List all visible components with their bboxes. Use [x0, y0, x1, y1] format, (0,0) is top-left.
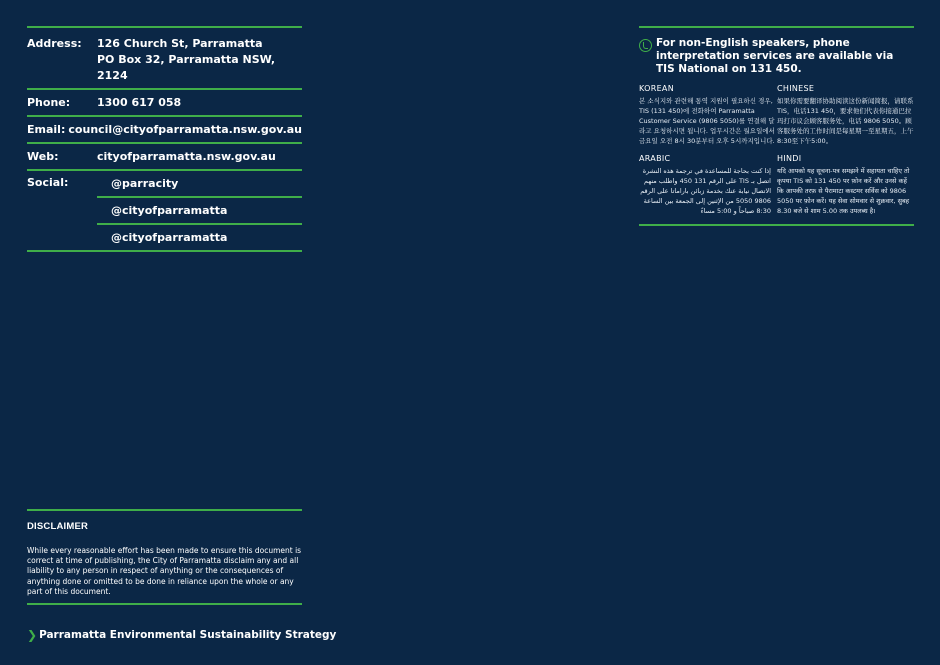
phone-value[interactable]: 1300 617 058: [97, 96, 182, 109]
address-row: [27, 28, 302, 88]
address-label: Address:: [27, 37, 82, 50]
language-block-korean: [639, 84, 777, 146]
web-row: [27, 144, 302, 169]
web-link[interactable]: cityofparramatta.nsw.gov.au: [97, 150, 276, 163]
divider: [27, 603, 302, 605]
social-label: Social:: [27, 176, 69, 189]
address-line-1: 126 Church St, Parramatta: [97, 37, 263, 50]
email-label: Email:: [27, 123, 66, 136]
disclaimer-section: [27, 509, 302, 605]
email-link[interactable]: council@cityofparramatta.nsw.gov.au: [68, 123, 302, 136]
disclaimer-text: While every reasonable effort has been made to ensure this document is correct at time of publishing, the City of Parramatta disclaim any and all liability to any person in respect of anything or the consequences of anything done or omitted to be done in reliance upon the whole or any part of this document.: [27, 546, 302, 596]
language-block-hindi: [777, 154, 914, 216]
divider: [27, 250, 302, 252]
divider: [27, 509, 302, 511]
language-text: إذا كنت بحاجة للمساعدة في ترجمة هذه النشرة اتصل بـ TIS على الرقم 131 450 واطلب منهم الاتصال نيابة عنك بخدمة زبائن باراماتا على الرقم 9806 5050 من الإثنين إلى الجمعة بين الساعة 8:30 صباحاً و 5:00 مساءً: [640, 167, 771, 215]
language-text: 如果你需要翻译协助阅读这份新闻简报，请联系 TIS，电话131 450，要求他们代表你接通巴拉玛打市议会顾客服务处，电话 9806 5050。顾客服务处的工作时间是每星期一至星期五，上午8:30至下午5:00。: [777, 97, 914, 145]
language-text: यदि आपको यह सूचना-पत्र समझने में सहायता चाहिए तो कृपया TIS को 131 450 पर फ़ोन करें और उनसे कहें कि आपकी तरफ़ से पैरामाटा कस्टमर सर्विस को 9806 5050 पर फ़ोन करें। यह सेवा सोमवार से शुक्रवार, सुबह 8.30 बजे से शाम 5.00 तक उपलब्ध है।: [777, 167, 910, 215]
web-label: Web:: [27, 150, 59, 163]
language-block-arabic: [639, 154, 777, 216]
language-name: KOREAN: [639, 84, 674, 93]
social-handle-parracity[interactable]: @parracity: [111, 177, 179, 190]
language-grid: [639, 84, 914, 216]
tis-number[interactable]: 131 450: [750, 63, 798, 75]
interpretation-heading: [639, 28, 914, 76]
language-name: HINDI: [777, 154, 802, 163]
social-handle-cityofparramatta[interactable]: @cityofparramatta: [111, 231, 228, 244]
interpretation-title: For non-English speakers, phone interpretation services are available via TIS National on 131 450.: [656, 37, 894, 75]
language-text: 본 소식지와 관련해 통역 지원이 필요하신 경우, TIS (131 450)에 전화하여 Parramatta Customer Service (9806 5050)를 연결해 달라고 요청하시면 됩니다. 업무시간은 월요일에서 금요일 오전 8시 30분부터 오후 5시까지입니다.: [639, 97, 775, 145]
phone-label: Phone:: [27, 96, 71, 109]
footer: [27, 628, 336, 642]
phone-row: [27, 90, 302, 115]
social-handle-cityofparramatta[interactable]: @cityofparramatta: [111, 204, 228, 217]
chevron-right-icon: ❯: [27, 628, 38, 642]
email-row: [27, 117, 302, 142]
social-list: [97, 171, 302, 250]
disclaimer-title: DISCLAIMER: [27, 521, 89, 532]
address-line-2: PO Box 32, Parramatta NSW, 2124: [97, 53, 276, 82]
divider: [639, 224, 914, 226]
phone-icon: [639, 39, 652, 52]
language-name: ARABIC: [639, 154, 671, 163]
language-name: CHINESE: [777, 84, 815, 93]
address-value: [97, 36, 302, 84]
social-row: [27, 171, 302, 250]
interpretation-panel: [639, 26, 914, 226]
contact-details: [27, 26, 302, 252]
document-title: Parramatta Environmental Sustainability Strategy: [39, 629, 337, 641]
language-block-chinese: [777, 84, 914, 146]
